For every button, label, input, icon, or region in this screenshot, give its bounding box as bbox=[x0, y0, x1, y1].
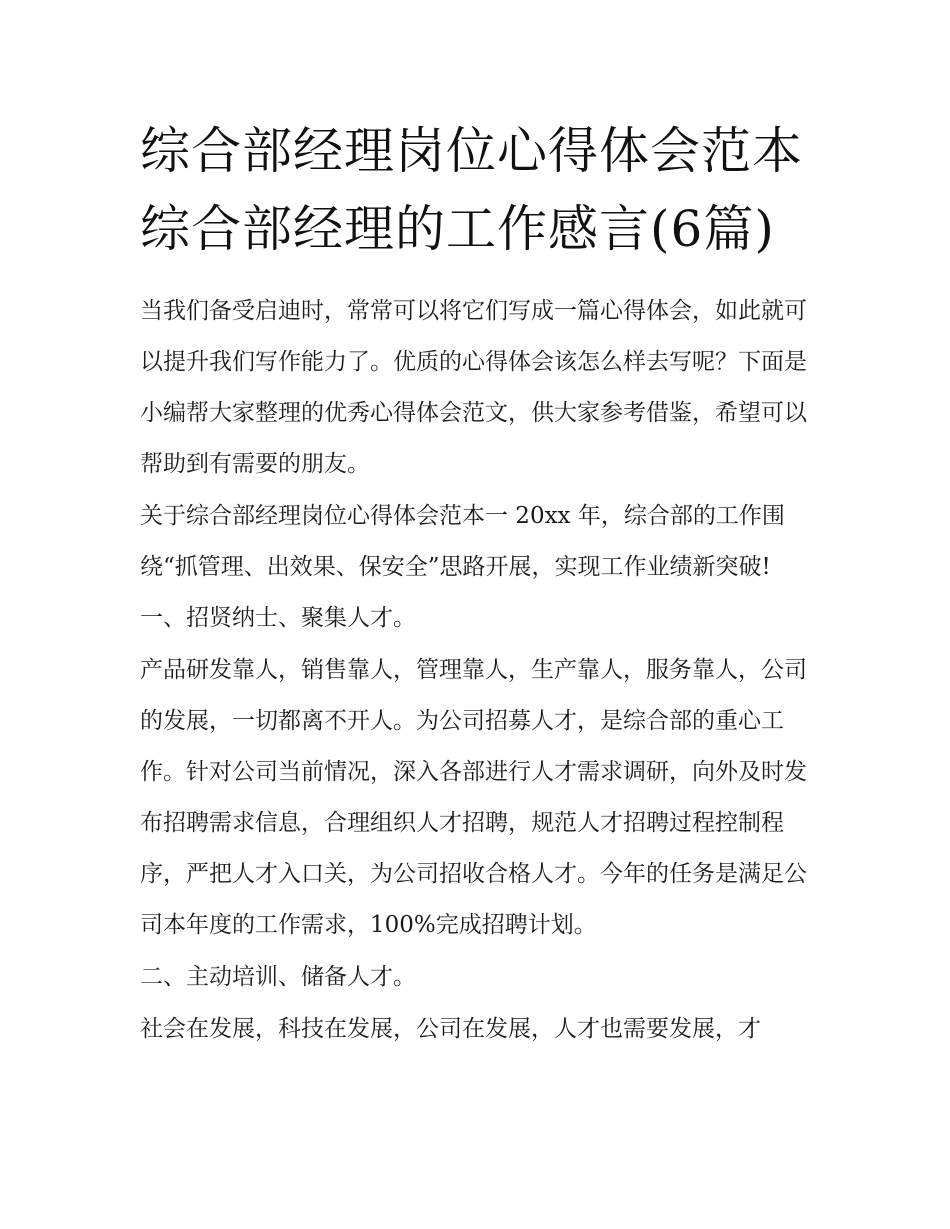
paragraph-intro: 当我们备受启迪时，常常可以将它们写成一篇心得体会，如此就可以提升我们写作能力了。优质的心得体会该怎么样去写呢？下面是小编帮大家整理的优秀心得体会范文，供大家参考借鉴，希望可以帮助到有需要的朋友。 bbox=[140, 298, 807, 477]
document-page bbox=[140, 112, 820, 1056]
document-body bbox=[140, 286, 820, 1055]
paragraph-training: 社会在发展，科技在发展，公司在发展，人才也需要发展，才 bbox=[140, 1016, 761, 1042]
paragraph-recruitment: 产品研发靠人，销售靠人，管理靠人，生产靠人，服务靠人，公司的发展，一切都离不开人。为公司招募人才，是综合部的重心工作。针对公司当前情况，深入各部进行人才需求调研，向外及时发布招聘需求信息，合理组织人才招聘，规范人才招聘过程控制程序，严把人才入口关，为公司招收合格人才。今年的任务是满足公司本年度的工作需求，100%完成招聘计划。 bbox=[140, 657, 807, 938]
paragraph-heading-training: 二、主动培训、储备人才。 bbox=[140, 964, 416, 990]
document-title: 综合部经理岗位心得体会范本综合部经理的工作感言(6篇) bbox=[140, 122, 803, 258]
paragraph-section-one: 关于综合部经理岗位心得体会范本一 20xx 年，综合部的工作围绕“抓管理、出效果、保安全”思路开展，实现工作业绩新突破! 一、招贤纳士、聚集人才。 bbox=[140, 503, 785, 631]
